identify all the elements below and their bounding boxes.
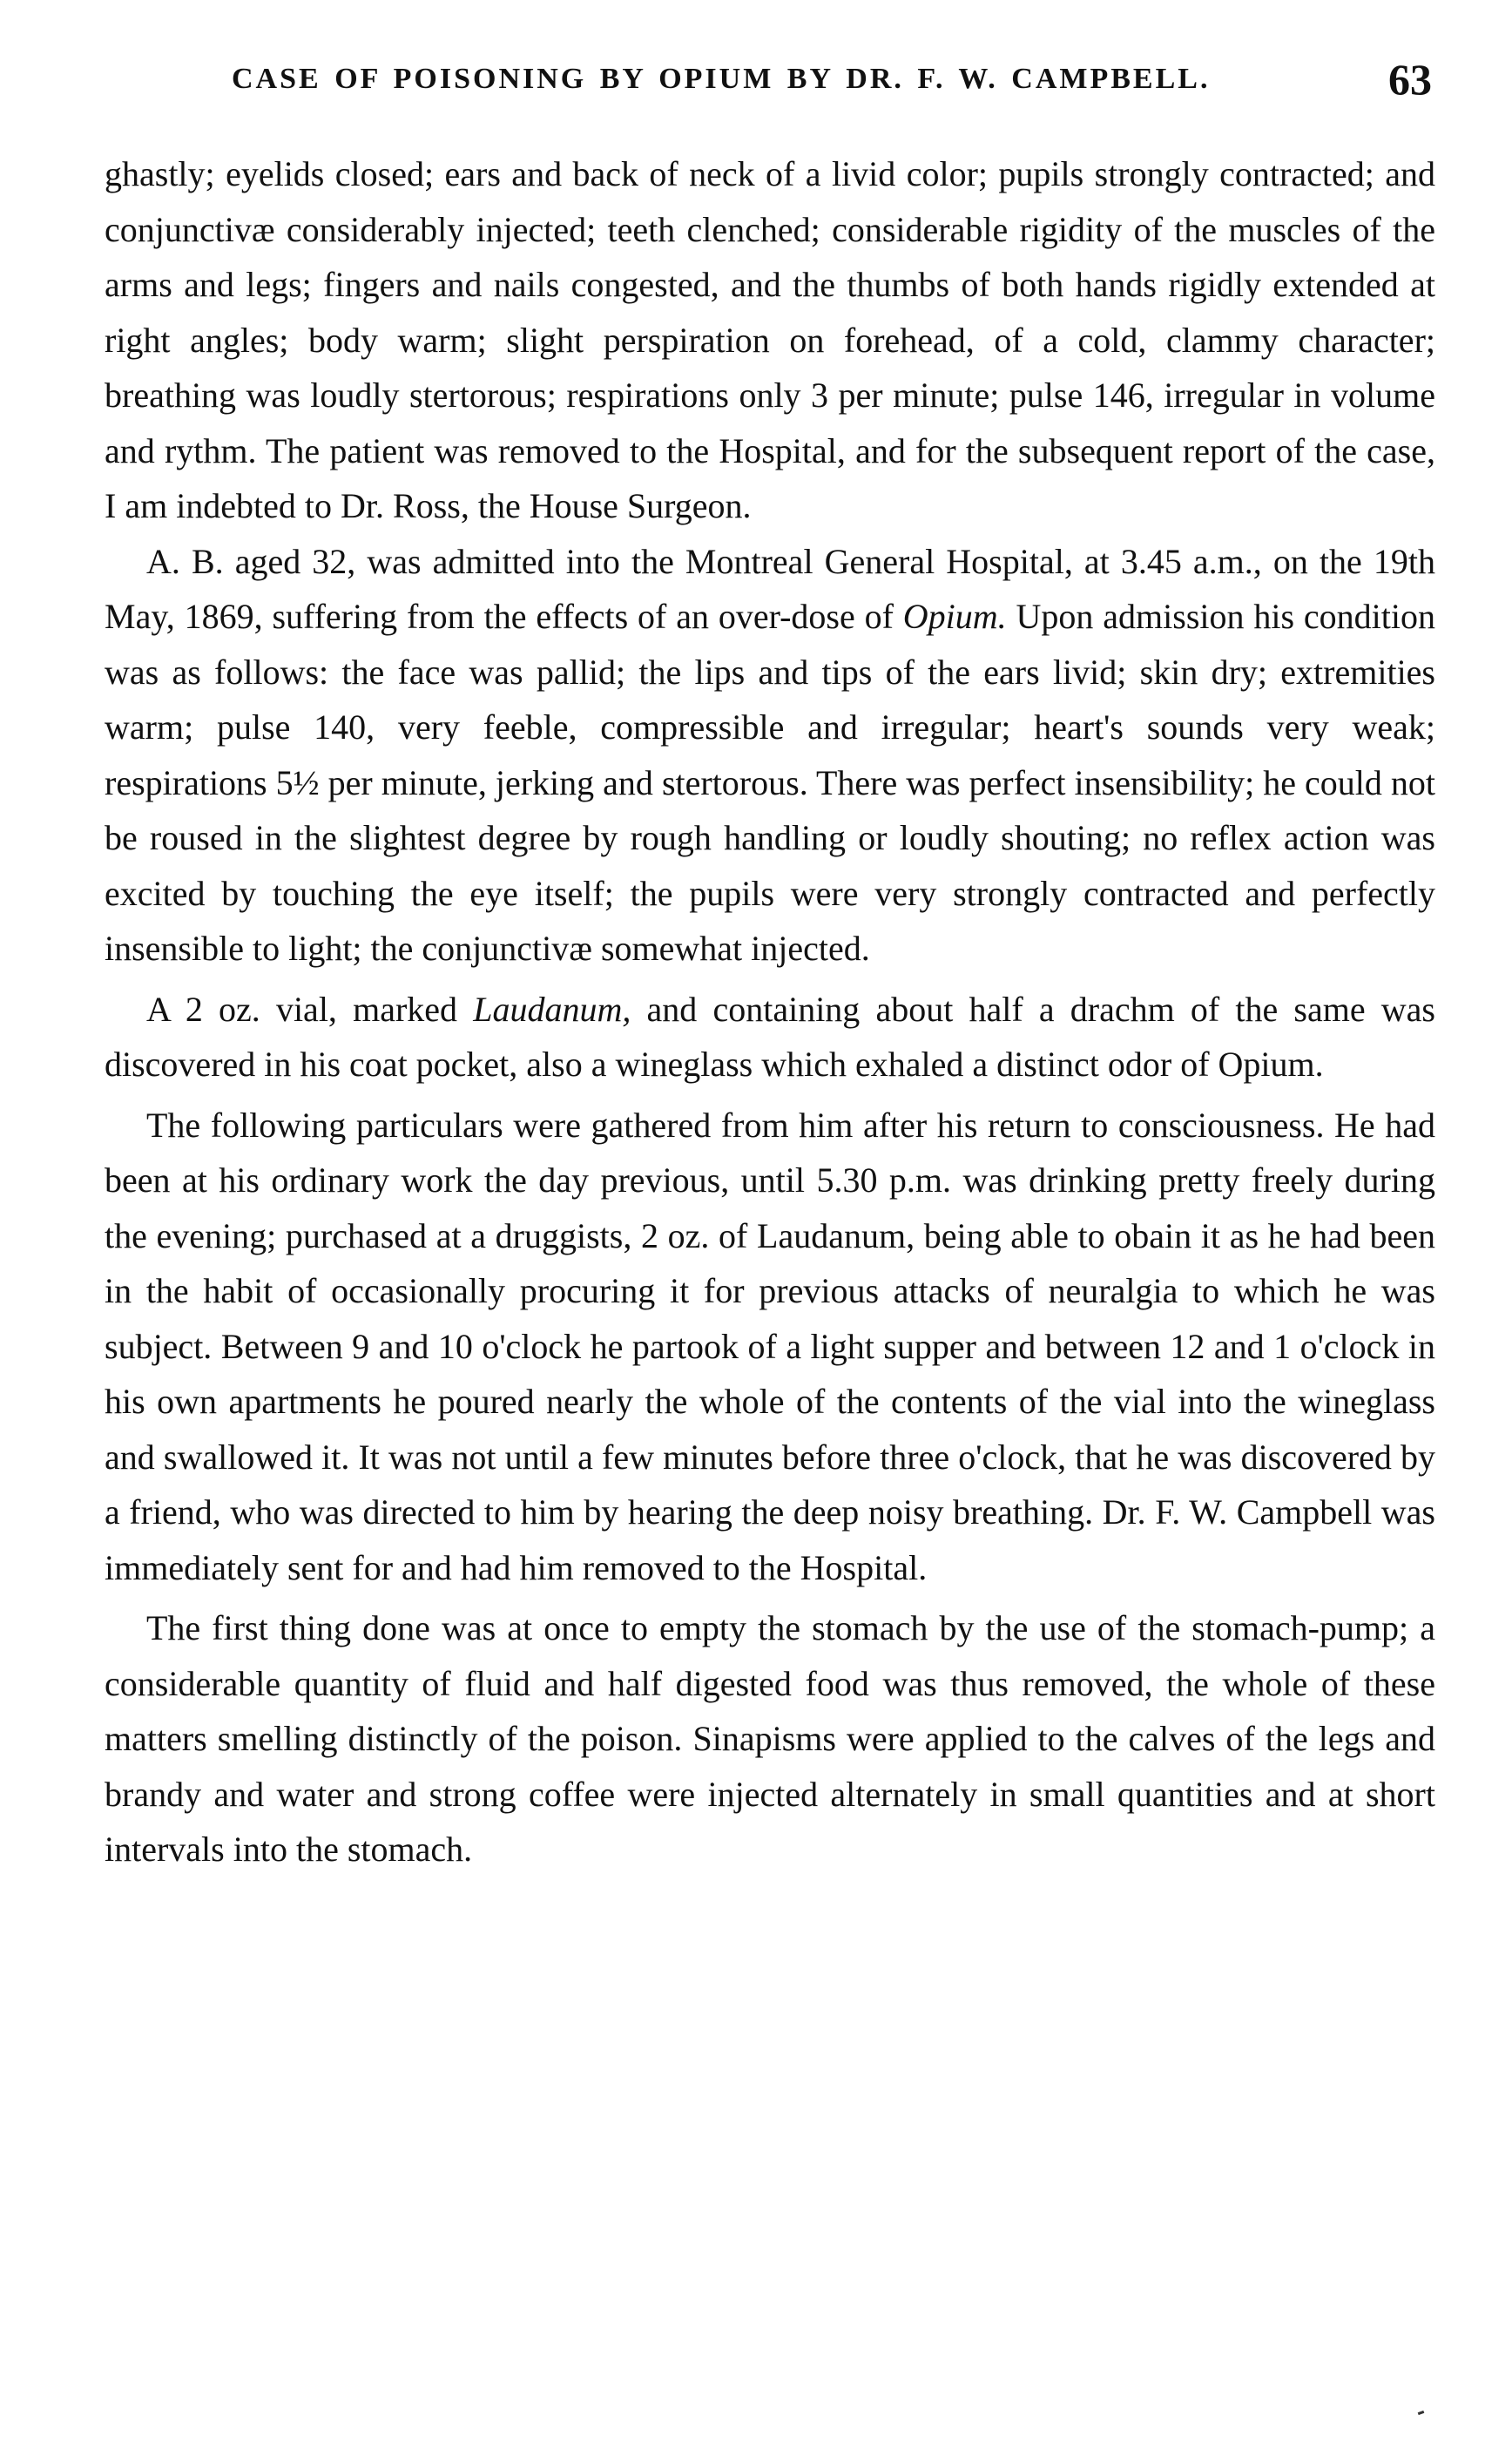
body-text	[105, 146, 1435, 1877]
paragraph-vial-text-start: A 2 oz. vial, marked	[146, 989, 474, 1029]
paragraph-admission-text-start: A. B. aged 32, was admitted into the Montreal General Hospital, at 3.45 a.m., on the 19th May, 1869, suffering from the effects of an over-dose of	[105, 541, 1435, 636]
page-number: 63	[1388, 55, 1432, 104]
running-title: CASE OF POISONING BY OPIUM BY DR. F. W. CAMPBELL.	[232, 63, 1211, 95]
paragraph-vial	[105, 982, 1435, 1092]
paragraph-admission-text-end: Upon admission his condition was as follows: the face was pallid; the lips and tips of the ears livid; skin dry; extremities warm; pulse 140, very feeble, compressible and irregular; heart's sounds very weak; respirations 5½ per minute, jerking and stertorous. There was perfect insensibility; he could not be roused in the slightest degree by rough handling or loudly shouting; no reflex action was excited by touching the eye itself; the pupils were very strongly contracted and perfectly insensible to light; the conjunctivæ somewhat injected.	[105, 597, 1435, 968]
paragraph-continued: ghastly; eyelids closed; ears and back of neck of a livid color; pupils strongly contracted; and conjunctivæ considerably injected; teeth clenched; considerable rigidity of the muscles of the arms and legs; fingers and nails congested, and the thumbs of both hands rigidly extended at right angles; body warm; slight perspiration on forehead, of a cold, clammy character; breathing was loudly stertorous; respirations only 3 per minute; pulse 146, irregular in volume and rythm. The patient was removed to the Hospital, and for the subsequent report of the case, I am indebted to Dr. Ross, the House Surgeon.	[105, 154, 1435, 525]
paragraph-vial-italic-term: Laudanum,	[473, 989, 631, 1029]
paragraph-treatment: The first thing done was at once to empty the stomach by the use of the stomach-pump; a considerable quantity of fluid and half digested food was thus removed, the whole of these matters smelling distinctly of the poison. Sinapisms were applied to the calves of the legs and brandy and water and strong coffee were injected alternately in small quantities and at short intervals into the stomach.	[105, 1608, 1435, 1869]
print-speck	[1418, 2411, 1425, 2415]
paragraph-admission	[105, 534, 1435, 977]
paragraph-vial-text-end: and containing about half a drachm of the same was discovered in his coat pocket, also a wineglass which exhaled a distinct odor of Opium.	[105, 989, 1436, 1084]
paragraph-history: The following particulars were gathered from him after his return to consciousness. He had been at his ordinary work the day previous, until 5.30 p.m. was drinking pretty freely during the evening; purchased at a druggists, 2 oz. of Laudanum, being able to obain it as he had been in the habit of occasionally procuring it for previous attacks of neuralgia to which he was subject. Between 9 and 10 o'clock he partook of a light supper and between 12 and 1 o'clock in his own apartments he poured nearly the whole of the contents of the vial into the wineglass and swallowed it. It was not until a few minutes before three o'clock, that he was discovered by a friend, who was directed to him by hearing the deep noisy breathing. Dr. F. W. Campbell was immediately sent for and had him removed to the Hospital.	[105, 1105, 1435, 1587]
running-head	[111, 54, 1432, 115]
paragraph-admission-italic-term: Opium.	[902, 597, 1007, 636]
